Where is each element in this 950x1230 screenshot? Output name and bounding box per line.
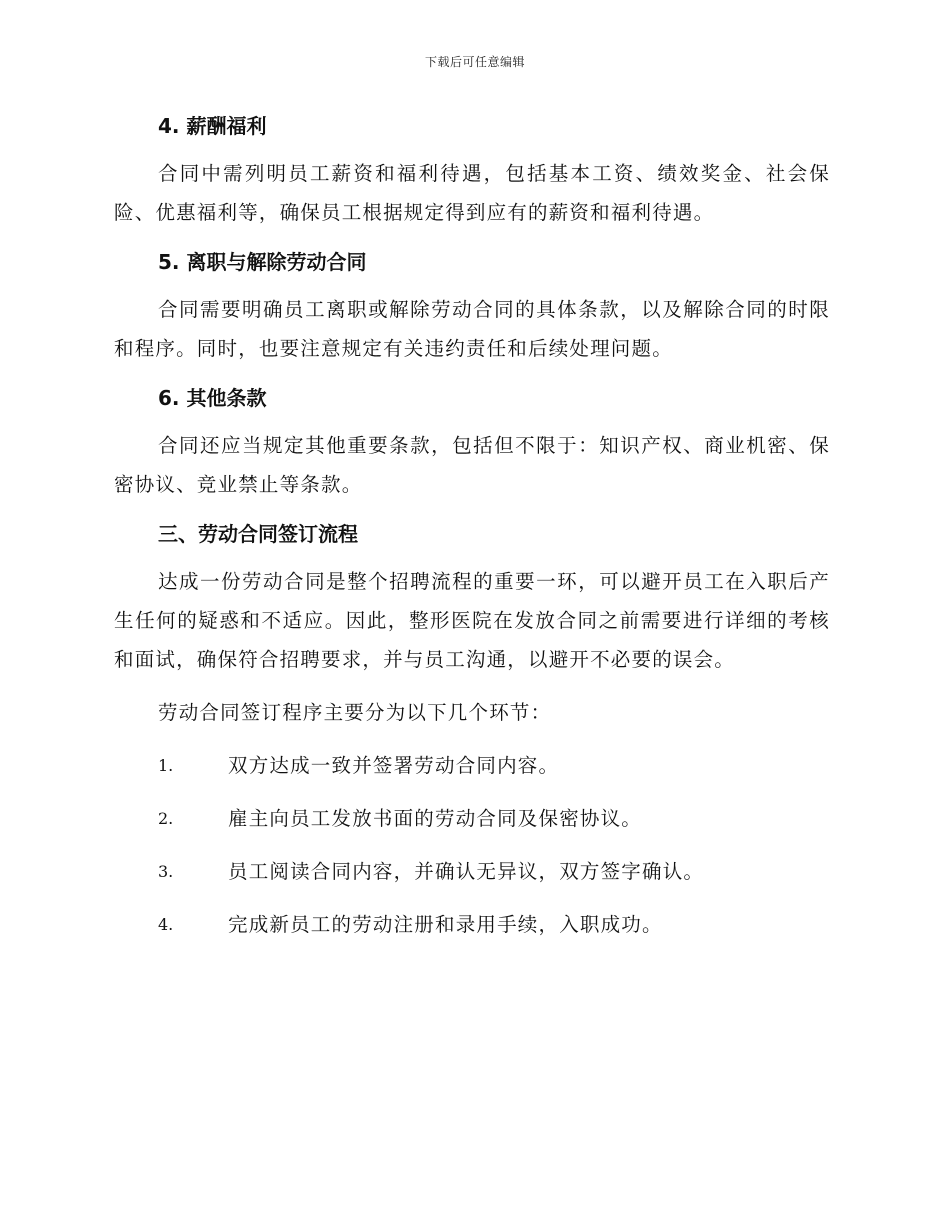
list-text: 完成新员工的劳动注册和录用手续，入职成功。: [228, 913, 663, 936]
section-body-other-terms: 合同还应当规定其他重要条款，包括但不限于：知识产权、商业机密、保密协议、竞业禁止等条款。: [114, 434, 830, 496]
process-intro: 劳动合同签订程序主要分为以下几个环节：: [158, 701, 552, 724]
section-heading-signing-process: 三、劳动合同签订流程: [158, 522, 358, 546]
list-item: [114, 905, 830, 945]
list-number: 1.: [158, 756, 174, 775]
section-heading-termination: 5. 离职与解除劳动合同: [158, 250, 367, 274]
section-body-termination: 合同需要明确员工离职或解除劳动合同的具体条款，以及解除合同的时限和程序。同时，也要注意规定有关违约责任和后续处理问题。: [114, 298, 830, 360]
header-note: 下载后可任意编辑: [424, 55, 525, 69]
list-number: 3.: [158, 862, 174, 881]
section-body-signing-process: 达成一份劳动合同是整个招聘流程的重要一环，可以避开员工在入职后产生任何的疑惑和不适应。因此，整形医院在发放合同之前需要进行详细的考核和面试，确保符合招聘要求，并与员工沟通，以避开不必要的误会。: [114, 570, 830, 671]
list-number: 4.: [158, 915, 174, 934]
section-heading-other-terms: 6. 其他条款: [158, 386, 267, 410]
list-text: 雇主向员工发放书面的劳动合同及保密协议。: [228, 807, 643, 830]
list-item: [114, 852, 830, 892]
list-text: 员工阅读合同内容，并确认无异议，双方签字确认。: [228, 860, 705, 883]
list-text: 双方达成一致并签署劳动合同内容。: [228, 754, 560, 777]
document-body: [114, 110, 830, 958]
list-item: [114, 799, 830, 839]
list-item: [114, 746, 830, 786]
list-number: 2.: [158, 809, 174, 828]
section-heading-salary: 4. 薪酬福利: [158, 114, 267, 138]
section-body-salary: 合同中需列明员工薪资和福利待遇，包括基本工资、绩效奖金、社会保险、优惠福利等，确保员工根据规定得到应有的薪资和福利待遇。: [114, 162, 830, 224]
